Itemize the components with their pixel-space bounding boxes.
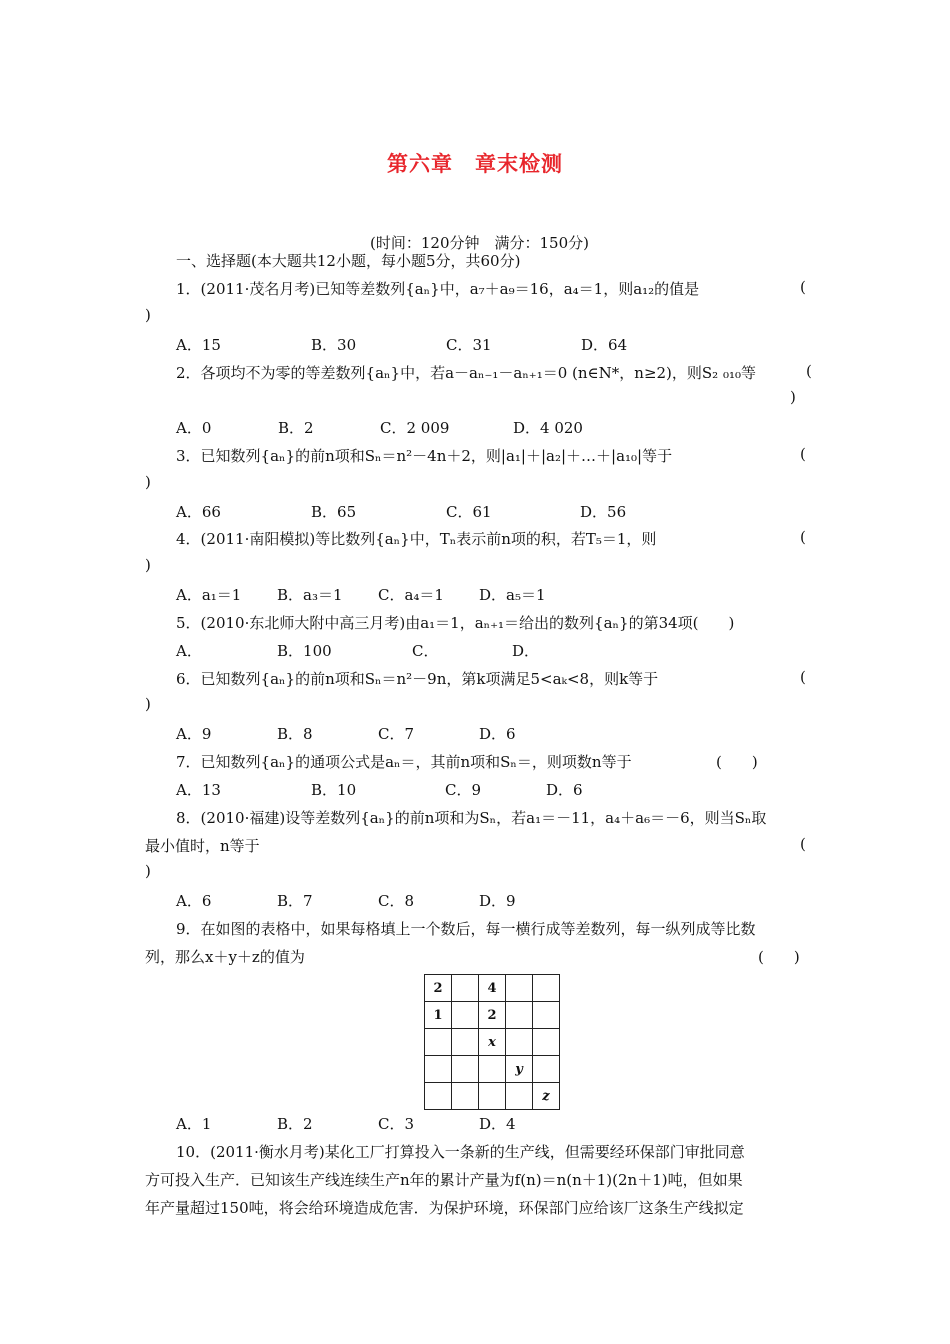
option-c: C．3: [378, 1115, 415, 1133]
answer-paren-open: (: [806, 362, 812, 380]
grid-cell: [425, 1056, 452, 1083]
option-d: D．6: [546, 781, 583, 799]
answer-paren: ( ): [716, 753, 758, 771]
option-b: B．2: [277, 1115, 313, 1133]
option-a: A．9: [176, 725, 212, 743]
question-10-text-cont: 方可投入生产．已知该生产线连续生产n年的累计产量为f(n)＝n(n＋1)(2n＋1)吨，但如果: [145, 1171, 743, 1189]
section-heading: 一、选择题(本大题共12小题，每小题5分，共60分): [176, 252, 521, 270]
question-3-text: 3．已知数列{aₙ}的前n项和Sₙ＝n²－4n＋2，则|a₁|＋|a₂|＋…＋|a₁₀|等于: [176, 447, 673, 465]
question-1-text: 1．(2011·茂名月考)已知等差数列{aₙ}中，a₇＋a₉＝16，a₄＝1，则a₁₂的值是: [176, 280, 700, 298]
option-c: C．31: [446, 336, 492, 354]
option-a: A．66: [176, 503, 221, 521]
option-d: D．6: [479, 725, 516, 743]
answer-paren-open: (: [800, 528, 806, 546]
grid-cell-y: y: [506, 1056, 533, 1083]
grid-cell: [425, 1083, 452, 1110]
option-b: B．30: [311, 336, 357, 354]
option-d: D．64: [581, 336, 628, 354]
option-d: D．9: [479, 892, 516, 910]
option-c: C．a₄＝1: [378, 586, 444, 604]
option-a: A．15: [176, 336, 221, 354]
option-b: B．100: [277, 642, 332, 660]
exam-meta: (时间：120分钟 满分：150分): [370, 234, 589, 252]
option-a: A．a₁＝1: [176, 586, 242, 604]
option-c: C．8: [378, 892, 415, 910]
option-d: D．: [512, 642, 540, 660]
grid-cell: [533, 1056, 560, 1083]
grid-cell: 1: [425, 1002, 452, 1029]
answer-paren-close: ): [145, 306, 151, 324]
option-a: A．: [176, 642, 202, 660]
option-b: B．a₃＝1: [277, 586, 343, 604]
grid-cell: 4: [479, 975, 506, 1002]
grid-cell: [506, 1002, 533, 1029]
option-d: D．4: [479, 1115, 516, 1133]
answer-paren-open: (: [800, 668, 806, 686]
option-c: C．2 009: [380, 419, 450, 437]
option-d: D．56: [580, 503, 627, 521]
option-c: C．7: [378, 725, 415, 743]
grid-cell: 2: [479, 1002, 506, 1029]
question-7-text: 7．已知数列{aₙ}的通项公式是aₙ＝，其前n项和Sₙ＝，则项数n等于: [176, 753, 632, 771]
option-c: C．: [412, 642, 439, 660]
question-4-text: 4．(2011·南阳模拟)等比数列{aₙ}中，Tₙ表示前n项的积，若T₅＝1，则: [176, 530, 657, 548]
question-8-text-cont: 最小值时，n等于: [145, 837, 260, 855]
option-b: B．10: [311, 781, 357, 799]
grid-cell: [452, 1029, 479, 1056]
answer-paren-open: (: [800, 445, 806, 463]
number-grid: [424, 974, 560, 1110]
grid-cell: [506, 1029, 533, 1056]
answer-paren-open: (: [800, 835, 806, 853]
option-c: C．61: [446, 503, 492, 521]
grid-cell: [533, 1029, 560, 1056]
grid-cell: [452, 1002, 479, 1029]
grid-cell: [452, 975, 479, 1002]
option-a: A．1: [176, 1115, 212, 1133]
question-8-text: 8．(2010·福建)设等差数列{aₙ}的前n项和为Sₙ，若a₁＝－11，a₄＋a₆＝－6，则当Sₙ取: [176, 809, 767, 827]
page-title: 第六章 章末检测: [387, 152, 563, 176]
grid-cell: [506, 1083, 533, 1110]
grid-cell: [479, 1083, 506, 1110]
option-b: B．65: [311, 503, 357, 521]
answer-paren-close: ): [145, 695, 151, 713]
option-c: C．9: [445, 781, 482, 799]
option-a: A．0: [176, 419, 212, 437]
answer-paren: ( ): [758, 948, 800, 966]
grid-cell: [533, 975, 560, 1002]
answer-paren-close: ): [145, 556, 151, 574]
option-b: B．2: [278, 419, 314, 437]
grid-cell: [506, 975, 533, 1002]
grid-cell: [533, 1002, 560, 1029]
grid-cell: [479, 1056, 506, 1083]
question-9-text-cont: 列，那么x＋y＋z的值为: [145, 948, 305, 966]
grid-cell: [425, 1029, 452, 1056]
option-d: D．4 020: [513, 419, 583, 437]
option-b: B．7: [277, 892, 313, 910]
answer-paren-close: ): [145, 862, 151, 880]
question-10-text-cont: 年产量超过150吨，将会给环境造成危害．为保护环境，环保部门应给该厂这条生产线拟定: [145, 1199, 744, 1217]
option-a: A．6: [176, 892, 212, 910]
grid-cell-x: x: [479, 1029, 506, 1056]
option-a: A．13: [176, 781, 221, 799]
question-9-text: 9．在如图的表格中，如果每格填上一个数后，每一横行成等差数列，每一纵列成等比数: [176, 920, 756, 938]
grid-cell: [452, 1056, 479, 1083]
answer-paren-close: ): [790, 388, 796, 406]
grid-cell-z: z: [533, 1083, 560, 1110]
grid-cell: [452, 1083, 479, 1110]
question-6-text: 6．已知数列{aₙ}的前n项和Sₙ＝n²－9n，第k项满足5<aₖ<8，则k等于: [176, 670, 659, 688]
question-10-text: 10．(2011·衡水月考)某化工厂打算投入一条新的生产线，但需要经环保部门审批同意: [176, 1143, 745, 1161]
option-d: D．a₅＝1: [479, 586, 546, 604]
option-b: B．8: [277, 725, 313, 743]
grid-cell: 2: [425, 975, 452, 1002]
question-2-text: 2．各项均不为零的等差数列{aₙ}中，若a－aₙ₋₁－aₙ₊₁＝0 (n∈N*，n≥2)，则S₂ ₀₁₀等: [176, 364, 757, 382]
question-5-text: 5．(2010·东北师大附中高三月考)由a₁＝1，aₙ₊₁＝给出的数列{aₙ}的第34项( ): [176, 614, 735, 632]
answer-paren-close: ): [145, 473, 151, 491]
answer-paren-open: (: [800, 278, 806, 296]
